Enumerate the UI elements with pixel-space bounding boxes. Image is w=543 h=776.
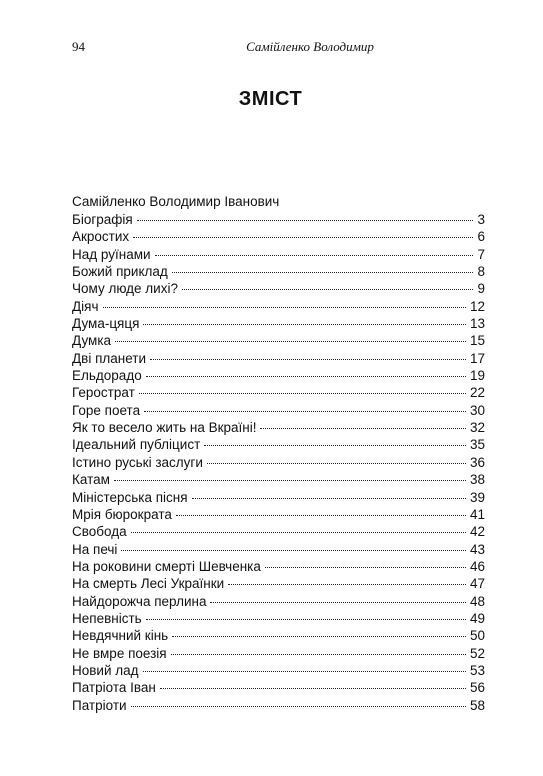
toc-entry-page: 22 (469, 385, 485, 401)
toc-entry[interactable] (72, 402, 485, 419)
toc-entry[interactable] (72, 298, 485, 315)
toc-entry-title: Думка (72, 333, 112, 349)
dot-leader (146, 376, 466, 377)
toc-entry-title: Свобода (72, 524, 127, 540)
author-heading: Самійленко Володимир Іванович (72, 194, 280, 209)
toc-entry-title: Як то весело жить на Вкраїні! (72, 420, 257, 436)
dot-leader (182, 289, 474, 290)
dot-leader (260, 428, 466, 429)
toc-entry-page: 13 (469, 316, 485, 332)
table-of-contents (72, 211, 485, 714)
toc-entry-page: 56 (469, 680, 485, 696)
dot-leader (131, 532, 466, 533)
toc-entry-title: Чому люде лихі? (72, 281, 178, 297)
toc-entry[interactable] (72, 523, 485, 540)
dot-leader (137, 220, 474, 221)
toc-entry-page: 50 (469, 628, 485, 644)
toc-entry-page: 47 (469, 576, 485, 592)
toc-entry[interactable] (72, 315, 485, 332)
dot-leader (146, 619, 466, 620)
toc-entry-title: Божий приклад (72, 264, 168, 280)
toc-entry[interactable] (72, 280, 485, 297)
toc-entry-page: 46 (469, 558, 485, 574)
dot-leader (133, 237, 473, 238)
dot-leader (207, 463, 466, 464)
toc-entry-page: 15 (469, 333, 485, 349)
dot-leader (192, 498, 466, 499)
toc-entry-title: Діяч (72, 298, 99, 314)
toc-entry-title: Дума-цяця (72, 316, 140, 332)
toc-entry[interactable] (72, 541, 485, 558)
toc-entry-title: Найдорожча перлина (72, 593, 207, 609)
toc-entry[interactable] (72, 506, 485, 523)
toc-entry[interactable] (72, 454, 485, 471)
dot-leader (115, 341, 466, 342)
toc-entry-title: Герострат (72, 385, 135, 401)
dot-leader (160, 688, 466, 689)
toc-entry[interactable] (72, 679, 485, 696)
toc-entry-page: 43 (469, 541, 485, 557)
toc-entry-page: 3 (477, 212, 485, 227)
toc-entry-title: Над руїнами (72, 246, 151, 262)
toc-entry-page: 39 (469, 489, 485, 505)
toc-entry-title: Непевність (72, 610, 142, 626)
toc-entry-page: 7 (477, 246, 485, 262)
toc-entry-page: 30 (469, 402, 485, 418)
toc-entry-title: Дві планети (72, 350, 146, 366)
toc-entry-title: Патріота Іван (72, 680, 156, 696)
dot-leader (144, 411, 466, 412)
toc-entry-title: Ельдорадо (72, 368, 142, 384)
toc-entry-title: Новий лад (72, 662, 139, 678)
toc-entry-page: 6 (477, 229, 485, 245)
toc-entry-page: 53 (469, 662, 485, 678)
toc-entry-page: 49 (469, 610, 485, 626)
toc-entry-title: Міністерська пісня (72, 489, 188, 505)
toc-entry[interactable] (72, 662, 485, 679)
toc-entry[interactable] (72, 419, 485, 436)
toc-entry[interactable] (72, 263, 485, 280)
toc-entry[interactable] (72, 558, 485, 575)
toc-entry-page: 42 (469, 524, 485, 540)
toc-entry-title: На смерть Лесі Українки (72, 576, 225, 592)
toc-entry[interactable] (72, 575, 485, 592)
toc-entry-title: Патріоти (72, 697, 127, 713)
dot-leader (143, 671, 466, 672)
toc-entry-page: 41 (469, 506, 485, 522)
toc-entry-title: Ідеальний публіцист (72, 437, 201, 453)
toc-entry[interactable] (72, 367, 485, 384)
dot-leader (131, 706, 466, 707)
toc-entry[interactable] (72, 593, 485, 610)
toc-entry-page: 52 (469, 645, 485, 661)
dot-leader (171, 654, 466, 655)
dot-leader (265, 567, 466, 568)
toc-entry-title: Не вмре поезія (72, 645, 167, 661)
toc-entry[interactable] (72, 228, 485, 245)
toc-entry-title: Мрія бюрократа (72, 506, 172, 522)
toc-entry-page: 12 (469, 298, 485, 314)
toc-entry-title: На роковини смерті Шевченка (72, 558, 261, 574)
toc-entry-page: 48 (469, 593, 485, 609)
dot-leader (150, 359, 466, 360)
toc-entry[interactable] (72, 332, 485, 349)
running-head: Самійленко Володимир (246, 39, 374, 54)
toc-entry-title: Біографія (72, 212, 133, 227)
toc-entry[interactable] (72, 697, 485, 714)
toc-entry-page: 19 (469, 368, 485, 384)
toc-entry[interactable] (72, 436, 485, 453)
dot-leader (121, 550, 466, 551)
dot-leader (228, 584, 466, 585)
toc-entry-page: 8 (477, 264, 485, 280)
dot-leader (172, 272, 474, 273)
dot-leader (204, 445, 466, 446)
toc-entry[interactable] (72, 610, 485, 627)
dot-leader (210, 602, 466, 603)
toc-entry-page: 36 (469, 454, 485, 470)
toc-entry[interactable] (72, 645, 485, 662)
toc-entry[interactable] (72, 350, 485, 367)
toc-entry[interactable] (72, 627, 485, 644)
dot-leader (155, 255, 474, 256)
toc-entry-title: Катам (72, 472, 110, 488)
toc-entry-page: 35 (469, 437, 485, 453)
toc-entry-title: На печі (72, 541, 118, 557)
toc-entry-title: Істино руські заслуги (72, 454, 203, 470)
dot-leader (143, 324, 466, 325)
toc-entry[interactable] (72, 211, 485, 228)
dot-leader (139, 393, 466, 394)
page-number: 94 (72, 39, 85, 54)
toc-entry-title: Горе поета (72, 402, 141, 418)
toc-entry-page: 58 (469, 697, 485, 713)
toc-entry-page: 9 (477, 281, 485, 297)
toc-entry-title: Акростих (72, 229, 130, 245)
toc-entry[interactable] (72, 489, 485, 506)
page-title: ЗМІСТ (238, 88, 303, 110)
toc-entry-page: 32 (469, 420, 485, 436)
toc-entry[interactable] (72, 471, 485, 488)
dot-leader (176, 515, 466, 516)
toc-entry[interactable] (72, 384, 485, 401)
dot-leader (172, 636, 466, 637)
toc-entry-page: 38 (469, 472, 485, 488)
dot-leader (103, 307, 466, 308)
toc-entry-title: Невдячний кінь (72, 628, 169, 644)
toc-entry[interactable] (72, 246, 485, 263)
dot-leader (114, 480, 466, 481)
toc-entry-page: 17 (469, 350, 485, 366)
